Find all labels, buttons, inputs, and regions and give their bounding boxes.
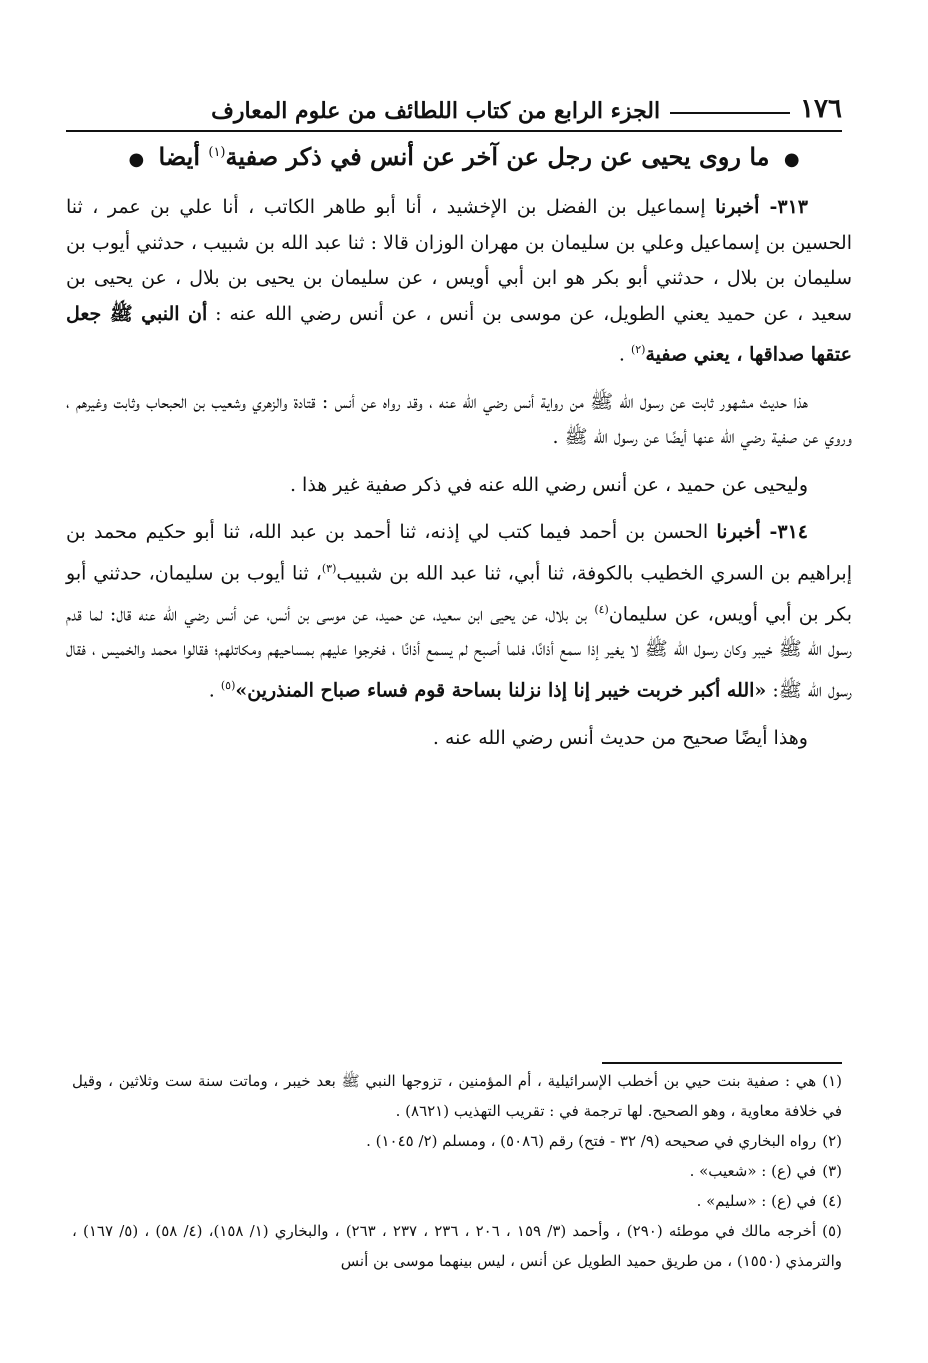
footnote-text: أخرجه مالك في موطئه (٢٩٠) ، وأحمد (٣/ ١٥٩ ، ٢٠٦ ، ٢٣٦ ، ٢٣٧ ، ٢٦٣) ، والبخاري (١/ ١٥٨)، (٤/ ٥٨) ، (٥/ ١٦٧) ، والترمذي (١٥٥٠) ، من طريق حميد الطويل عن أنس ، ليس بينهما موسى بن أنس	[72, 1222, 842, 1270]
footnote	[72, 1216, 842, 1276]
page-header	[66, 84, 842, 124]
hadith-end: .	[618, 343, 631, 366]
hadith-313	[66, 190, 852, 373]
hadith-text: بن بلال، عن يحيى ابن سعيد، عن حميد، عن موسى بن أنس، عن أنس رضي الله عنه قال: لما قدم رسول الله ﷺ خيبر وكان رسول الله ﷺ لا يغير إذا سمع أذانًا، فلما أصبح لم يسمع أذانًا ، فخرجوا عليهم بمساحيهم ومكاتلهم؛ فقالوا محمد والخميس ، فقال رسول الله ﷺ:	[66, 602, 852, 702]
hadith-isnad: الحسن بن أحمد فيما كتب لي إذنه، ثنا أحمد بن عبد الله، ثنا أبو حكيم محمد بن إبراهيم بن السري الخطيب بالكوفة، ثنا أبي، ثنا عبد الله بن شبيب	[66, 521, 852, 585]
section-heading-end: أيضا	[158, 142, 200, 171]
section-heading	[60, 142, 868, 182]
main-text	[66, 190, 852, 950]
bullet-icon: ●	[128, 149, 145, 170]
hadith-314	[66, 515, 852, 708]
footnote-label: (٢)	[822, 1132, 842, 1150]
section-heading-text: ما روى يحيى عن رجل عن آخر عن أنس في ذكر صفية	[225, 142, 770, 171]
footnote-text: هي : صفية بنت حيي بن أخطب الإسرائيلية ، أم المؤمنين ، تزوجها النبي ﷺ بعد خيبر ، وماتت سنة ست وثلاثين ، وقيل في خلافة معاوية ، وهو الصحيح. لها ترجمة في : تقريب التهذيب (٨٦٢١) .	[72, 1072, 842, 1120]
hadith-end: .	[208, 679, 221, 702]
footnote-ref: (١)	[208, 145, 226, 160]
bullet-icon: ●	[783, 149, 800, 170]
footnote-label: (١)	[822, 1072, 842, 1090]
footnote	[72, 1126, 842, 1156]
page-number: ١٧٦	[800, 94, 842, 124]
hadith-matn: أن النبي ﷺ جعل عتقها صداقها ، يعني صفية	[66, 302, 852, 366]
footnotes	[72, 1066, 842, 1276]
footnote-separator	[602, 1062, 842, 1064]
commentary-paragraph: وليحيى عن حميد ، عن أنس رضي الله عنه في ذكر صفية غير هذا .	[289, 473, 808, 496]
footnote-ref: (٥)	[220, 678, 236, 692]
header-dash	[670, 112, 790, 114]
commentary-paragraph: وهذا أيضًا صحيح من حديث أنس رضي الله عنه .	[432, 726, 808, 749]
footnote-ref: (٣)	[321, 561, 337, 575]
footnote-text: في (ع) : «شعيب» .	[689, 1162, 817, 1180]
footnote	[72, 1066, 842, 1126]
footnote-text: رواه البخاري في صحيحه (٩/ ٣٢ - فتح) رقم (٥٠٨٦) ، ومسلم (٢/ ١٠٤٥) .	[366, 1132, 817, 1150]
commentary-paragraph: هذا حديث مشهور ثابت عن رسول الله ﷺ من رواية أنس رضي الله عنه ، وقد رواه عن أنس : قتادة والزهري وشعيب بن الحبحاب وثابت وغيرهم ، وروي عن صفية رضي الله عنها أيضًا عن رسول الله ﷺ .	[66, 390, 852, 449]
footnote-ref: (٤)	[594, 602, 609, 616]
running-title: الجزء الرابع من كتاب اللطائف من علوم المعارف	[211, 98, 661, 124]
hadith-lead: أخبرنا	[715, 196, 760, 218]
hadith-matn: «الله أكبر خربت خيبر إنا إذا نزلنا بساحة قوم فساء صباح المنذرين»	[235, 679, 767, 702]
footnote	[72, 1156, 842, 1186]
hadith-lead: أخبرنا	[716, 521, 761, 544]
footnote-text: في (ع) : «سليم» .	[696, 1192, 817, 1210]
hadith-number: ٣١٣-	[759, 196, 808, 218]
footnote-label: (٣)	[822, 1162, 842, 1180]
footnote-label: (٥)	[822, 1222, 842, 1240]
hadith-isnad: إسماعيل بن الفضل بن الإخشيد ، أنا أبو طاهر الكاتب ، أنا علي بن عمر ، ثنا الحسين بن إسماعيل وعلي بن سليمان بن مهران الوزان قالا : ثنا عبد الله بن شبيب ، حدثني أيوب بن سليمان بن بلال ، حدثني أبو بكر هو ابن أبي أويس ، عن سليمان بن يحيى بن بلال ، عن يحيى بن سعيد ، عن حميد يعني الطويل، عن موسى بن أنس ، عن أنس رضي الله عنه :	[66, 196, 852, 325]
footnote-label: (٤)	[822, 1192, 842, 1210]
footnote	[72, 1186, 842, 1216]
footnote-ref: (٢)	[630, 343, 646, 356]
hadith-number: ٣١٤-	[760, 521, 808, 544]
header-rule	[66, 130, 842, 132]
hadith-isnad: ، ثنا أيوب بن سليمان، حدثني أبو بكر بن أبي أويس، عن سليمان	[66, 562, 852, 625]
